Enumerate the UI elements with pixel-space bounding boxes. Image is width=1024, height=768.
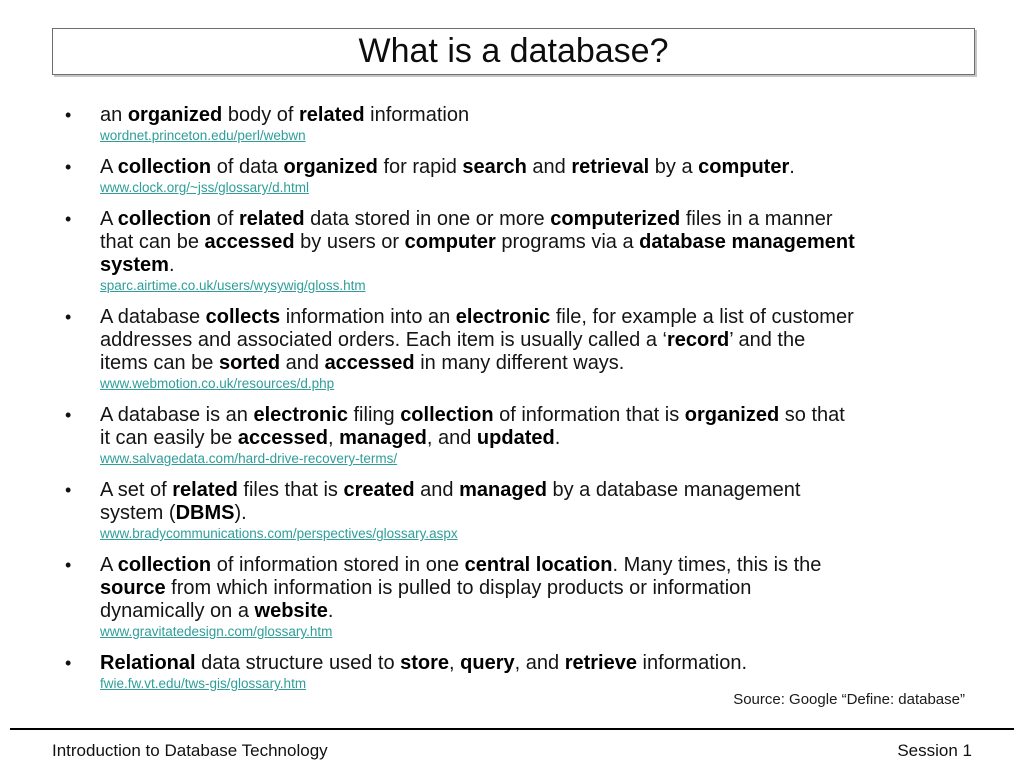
bullet-text: A database is an electronic filing collection of information that is organized so that it can easily be accessed, managed, and updated.: [100, 404, 845, 449]
bullet-marker: •: [65, 653, 72, 673]
bullet-item: [52, 652, 965, 693]
bullet-text: A set of related files that is created and managed by a database management system (DBMS).: [100, 479, 801, 524]
bullet-body: [100, 104, 965, 145]
bullet-marker: •: [65, 555, 72, 575]
title-box: [52, 28, 975, 75]
bullet-body: [100, 208, 965, 295]
footer-session-label: Session 1: [897, 741, 972, 760]
bullet-text: A collection of data organized for rapid search and retrieval by a computer.: [100, 156, 795, 178]
bullet-body: [100, 306, 965, 393]
bullet-body: [100, 479, 965, 543]
bullet-item: [52, 104, 965, 145]
bullet-text: Relational data structure used to store, query, and retrieve information.: [100, 652, 748, 674]
bullet-item: [52, 479, 965, 543]
footer: [52, 741, 972, 761]
bullet-text: an organized body of related information: [100, 104, 470, 126]
bullet-marker: •: [65, 405, 72, 425]
footer-divider: [10, 728, 1014, 730]
bullet-marker: •: [65, 105, 72, 125]
bullet-list: [52, 104, 965, 704]
bullet-text: A database collects information into an electronic file, for example a list of customer addresses and associated orders. Each item is usually called a ‘record’ and the items can be sorted and accessed in many different ways.: [100, 306, 854, 374]
bullet-body: [100, 652, 965, 693]
bullet-body: [100, 404, 965, 468]
footer-course-title: Introduction to Database Technology: [52, 741, 328, 760]
bullet-source-link[interactable]: www.gravitatedesign.com/glossary.htm: [100, 624, 333, 639]
bullet-item: [52, 306, 965, 393]
bullet-text: A collection of related data stored in one or more computerized files in a manner that can be accessed by users or computer programs via a database management system.: [100, 208, 855, 276]
bullet-marker: •: [65, 307, 72, 327]
bullet-source-link[interactable]: www.clock.org/~jss/glossary/d.html: [100, 180, 309, 195]
bullet-marker: •: [65, 480, 72, 500]
bullet-source-link[interactable]: wordnet.princeton.edu/perl/webwn: [100, 128, 306, 143]
bullet-source-link[interactable]: www.bradycommunications.com/perspectives/glossary.aspx: [100, 526, 458, 541]
bullet-item: [52, 404, 965, 468]
bullet-body: [100, 554, 965, 641]
bullet-source-link[interactable]: fwie.fw.vt.edu/tws-gis/glossary.htm: [100, 676, 307, 691]
bullet-text: A collection of information stored in one central location. Many times, this is the source from which information is pulled to display products or information dynamically on a website.: [100, 554, 822, 622]
bullet-item: [52, 156, 965, 197]
page-title: What is a database?: [358, 32, 669, 70]
bullet-item: [52, 208, 965, 295]
bullet-marker: •: [65, 209, 72, 229]
bullet-source-link[interactable]: www.webmotion.co.uk/resources/d.php: [100, 376, 335, 391]
bullet-source-link[interactable]: sparc.airtime.co.uk/users/wysywig/gloss.htm: [100, 278, 366, 293]
source-note: Source: Google “Define: database”: [733, 691, 965, 708]
bullet-item: [52, 554, 965, 641]
bullet-source-link[interactable]: www.salvagedata.com/hard-drive-recovery-terms/: [100, 451, 398, 466]
bullet-marker: •: [65, 157, 72, 177]
bullet-body: [100, 156, 965, 197]
